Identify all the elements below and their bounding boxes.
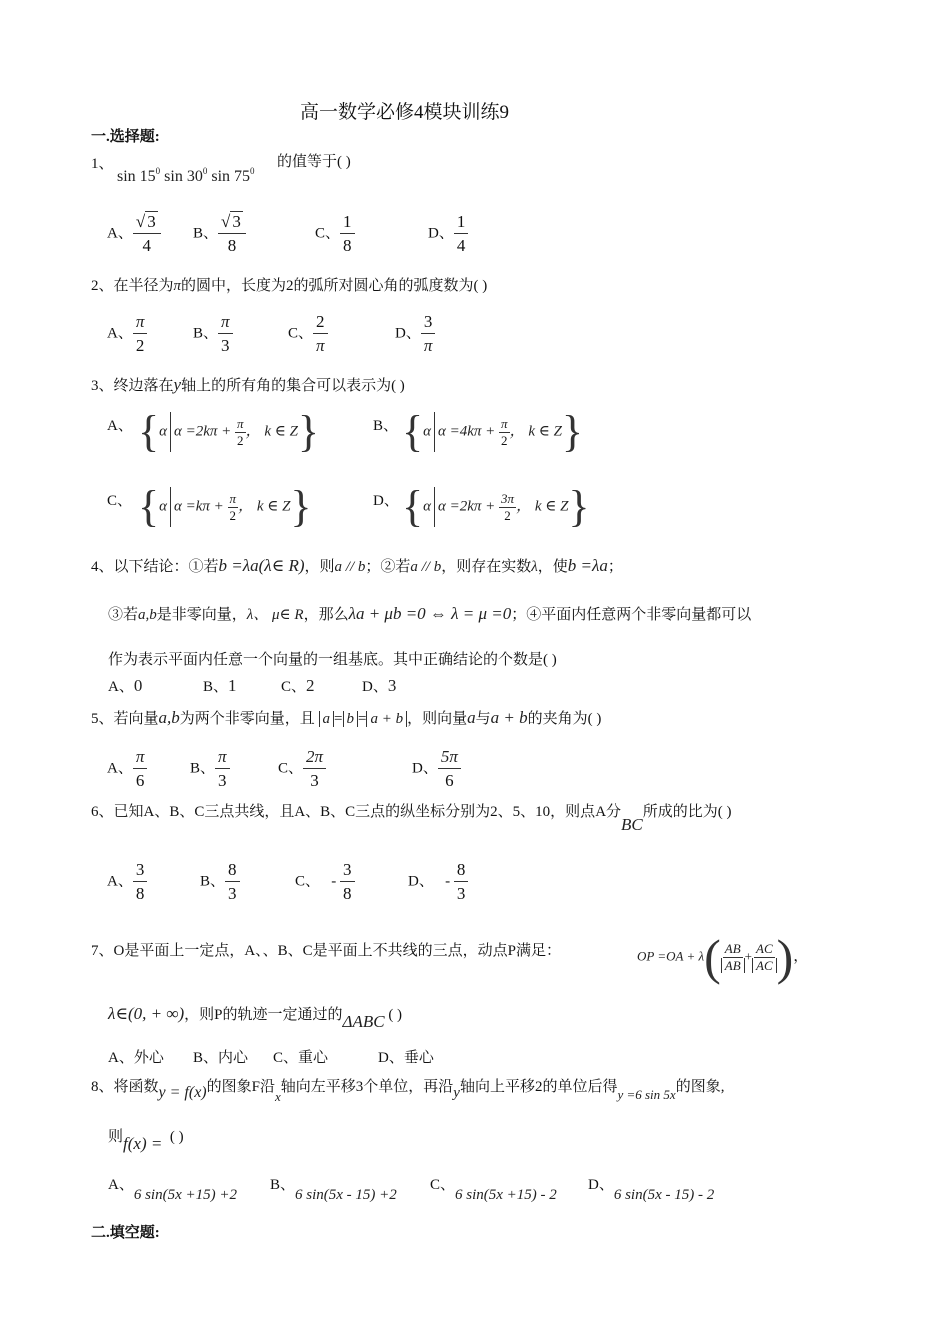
q1-option-b[interactable]: B、 $\frac{√ 3}{8}$: [193, 213, 246, 255]
q5-option-c[interactable]: C、 $\frac{2\pi}{3}$: [278, 748, 326, 790]
q2-option-c[interactable]: C、 $\frac{2}{\pi}$: [288, 313, 328, 355]
q1-option-d[interactable]: D、 $\frac{1}{4}$: [428, 213, 468, 255]
q5-option-d[interactable]: D、 $\frac{5\pi}{6}$: [412, 748, 461, 790]
section-heading-choice: 一.选择题:: [91, 129, 160, 145]
q4-option-a[interactable]: A、0: [108, 676, 143, 695]
q2-option-a[interactable]: A、 $\frac{\pi}{2}$: [107, 313, 147, 355]
q4-option-c[interactable]: C、2: [281, 676, 315, 695]
question-8-line-1: 8、将函数y = f(x)的图象F沿x轴向左平移3个单位，再沿y轴向上平移2的单位后得y =6 sin 5x的图象,: [91, 1079, 725, 1104]
q1-option-a[interactable]: A、 $\frac{√ 3}{4}$: [107, 213, 161, 255]
q5-option-b[interactable]: B、 $\frac{\pi}{3}$: [190, 748, 230, 790]
question-1-number: 1、: [91, 156, 114, 172]
q7-option-b[interactable]: B、内心: [193, 1050, 249, 1066]
q3-option-a-label[interactable]: A、: [107, 418, 133, 434]
q2-option-d[interactable]: D、 $\frac{3}{\pi}$: [395, 313, 435, 355]
q7-option-c[interactable]: C、重心: [273, 1050, 329, 1066]
q8-option-b[interactable]: B、6 sin(5x - 15) +2: [270, 1177, 397, 1203]
question-7-vector-equation: OP =OA + λ( $\frac{AB}{AB}$ + $\frac{AC}{AC}$ )，: [637, 929, 809, 985]
q4-option-b[interactable]: B、1: [203, 676, 237, 695]
q1-option-c[interactable]: C、 $\frac{1}{8}$: [315, 213, 355, 255]
question-5-text: 5、若向量a,b为两个非零向量，且 a = b = a + b ，则向量a与a + b的夹角为( ): [91, 708, 602, 727]
q3-option-c-set[interactable]: {α α =kπ + $\frac{\pi}{2}$ ， k ∈ Z}: [138, 482, 312, 531]
question-4-line-2: ③若a,b是非零向量，λ、 μ∈ R，那么λa + μb =0 ⇔ λ = μ =0；④平面内任意两个非零向量都可以: [108, 604, 752, 623]
q6-option-d[interactable]: D、 - $\frac{8}{3}$: [408, 861, 468, 903]
question-1-text: 的值等于( ): [277, 154, 351, 170]
question-3-text: 3、终边落在y轴上的所有角的集合可以表示为( ): [91, 375, 405, 394]
question-6-text: 6、已知A、B、C三点共线，且A、B、C三点的纵坐标分别为2、5、10，则点A分BC所成的比为( ): [91, 804, 732, 834]
question-8-line-2: 则f(x) = ( ): [108, 1129, 184, 1153]
question-4-line-1: 4、以下结论：①若b =λa(λ∈ R)，则a // b；②若a // b，则存在实数λ，使b =λa；: [91, 556, 623, 575]
q6-option-c[interactable]: C、 - $\frac{3}{8}$: [295, 861, 355, 903]
question-7-line-1: 7、O是平面上一定点，A、、B、C是平面上不共线的三点，动点P满足：: [91, 943, 562, 959]
q8-option-d[interactable]: D、6 sin(5x - 15) - 2: [588, 1177, 715, 1203]
q7-option-a[interactable]: A、外心: [108, 1050, 164, 1066]
q5-option-a[interactable]: A、 $\frac{\pi}{6}$: [107, 748, 147, 790]
q3-option-b-set[interactable]: {α α =4kπ + $\frac{\pi}{2}$ ， k ∈ Z}: [402, 407, 584, 456]
q8-option-c[interactable]: C、6 sin(5x +15) - 2: [430, 1177, 557, 1203]
question-7-line-2: λ∈(0, + ∞)，则P的轨迹一定通过的ΔABC ( ): [108, 1004, 403, 1031]
q7-option-d[interactable]: D、垂心: [378, 1050, 434, 1066]
q6-option-a[interactable]: A、 $\frac{3}{8}$: [107, 861, 147, 903]
q3-option-c-label[interactable]: C、: [107, 493, 133, 509]
section-heading-fill: 二.填空题:: [91, 1225, 160, 1241]
q3-option-d-label[interactable]: D、: [373, 493, 399, 509]
question-2-text: 2、在半径为π的圆中，长度为2的弧所对圆心角的弧度数为( ): [91, 278, 488, 294]
question-4-line-3: 作为表示平面内任意一个向量的一组基底。其中正确结论的个数是( ): [108, 652, 557, 668]
q2-option-b[interactable]: B、 $\frac{\pi}{3}$: [193, 313, 233, 355]
q3-option-d-set[interactable]: {α α =2kπ + $\frac{3\pi}{2}$ ， k ∈ Z}: [402, 482, 590, 531]
q8-option-a[interactable]: A、6 sin(5x +15) +2: [108, 1177, 237, 1203]
page-title: 高一数学必修4模块训练9: [300, 102, 510, 123]
q4-option-d[interactable]: D、3: [362, 676, 397, 695]
q3-option-a-set[interactable]: {α α =2kπ + $\frac{\pi}{2}$ ， k ∈ Z}: [138, 407, 320, 456]
q3-option-b-label[interactable]: B、: [373, 418, 399, 434]
question-1-expression: $\sin 15^0$ $\sin 30^0$ $\sin 75^0$: [117, 166, 255, 185]
q6-option-b[interactable]: B、 $\frac{8}{3}$: [200, 861, 240, 903]
